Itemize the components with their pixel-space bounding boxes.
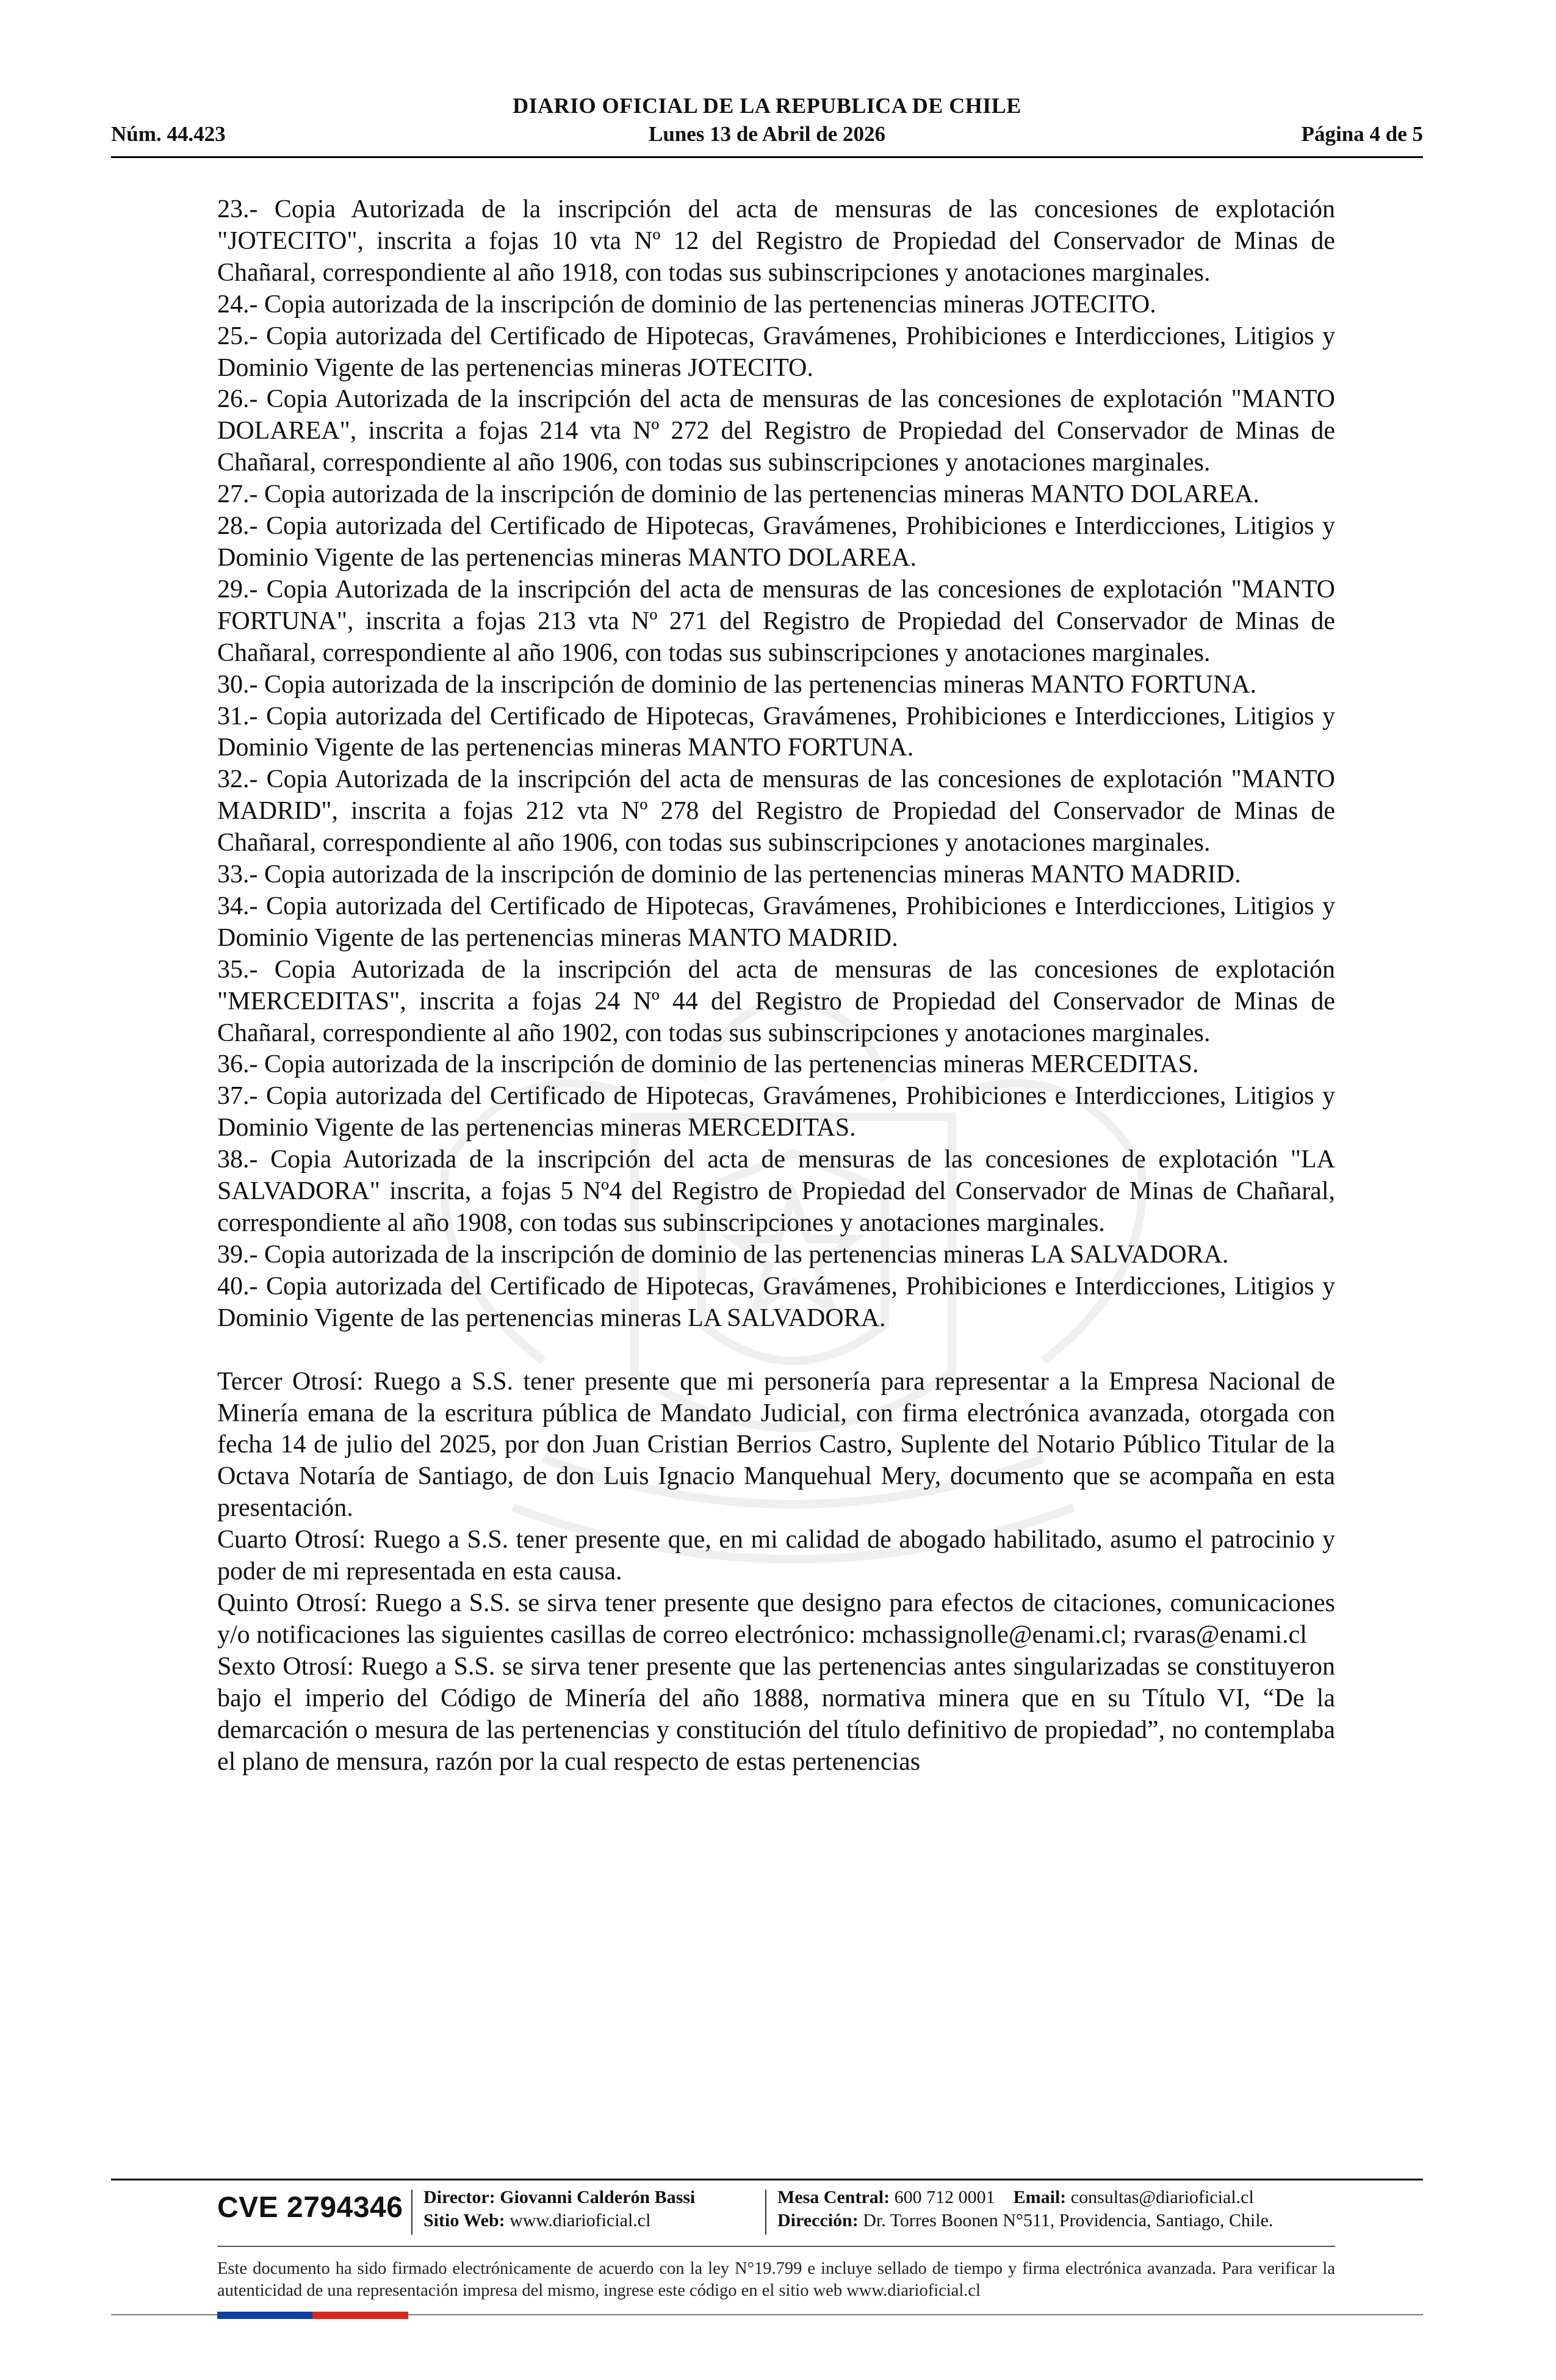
footer-separator — [411, 2190, 412, 2235]
body-paragraph: 31.- Copia autorizada del Certificado de Hipotecas, Gravámenes, Prohibiciones e Interdicciones, Litigios y Dominio Vigente de las pertenencias mineras MANTO FORTUNA. — [217, 702, 1335, 762]
body-paragraph: 28.- Copia autorizada del Certificado de Hipotecas, Gravámenes, Prohibiciones e Interdicciones, Litigios y Dominio Vigente de las pertenencias mineras MANTO DOLAREA. — [217, 512, 1335, 572]
footer-director-block — [423, 2186, 695, 2232]
body-paragraph: 27.- Copia autorizada de la inscripción de dominio de las pertenencias mineras MANTO DOLAREA. — [217, 480, 1259, 509]
paragraph-spacer — [217, 1335, 1335, 1366]
body-paragraph: Tercer Otrosí: Ruego a S.S. tener presente que mi personería para representar a la Empresa Nacional de Minería emana de la escritura pública de Mandato Judicial, con firma electrónica avanzada, otorgada con fecha 14 de julio del 2025, por don Juan Cristian Berrios Castro, Suplente del Notario Público Titular de la Octava Notaría de Santiago, de don Luis Ignacio Manquehual Mery, documento que se acompaña en esta presentación. — [217, 1367, 1335, 1523]
director-name: Giovanni Calderón Bassi — [500, 2187, 696, 2207]
body-paragraph: 25.- Copia autorizada del Certificado de Hipotecas, Gravámenes, Prohibiciones e Interdicciones, Litigios y Dominio Vigente de las pertenencias mineras JOTECITO. — [217, 322, 1335, 382]
masthead-title: DIARIO OFICIAL DE LA REPUBLICA DE CHILE — [513, 93, 1021, 118]
body-paragraph: 26.- Copia Autorizada de la inscripción del acta de mensuras de las concesiones de explotación "MANTO DOLAREA", inscrita a fojas 214 vta Nº 272 del Registro de Propiedad del Conservador de Minas de Chañaral, correspondiente al año 1906, con todas sus subinscripciones y anotaciones marginales. — [217, 385, 1335, 477]
flag-blue-stripe — [217, 2312, 312, 2319]
body-paragraph: 35.- Copia Autorizada de la inscripción del acta de mensuras de las concesiones de explotación "MERCEDITAS", inscrita a fojas 24 Nº 44 del Registro de Propiedad del Conservador de Minas de Chañaral, correspondiente al año 1902, con todas sus subinscripciones y anotaciones marginales. — [217, 955, 1335, 1047]
body-paragraph: 34.- Copia autorizada del Certificado de Hipotecas, Gravámenes, Prohibiciones e Interdicciones, Litigios y Dominio Vigente de las pertenencias mineras MANTO MADRID. — [217, 892, 1335, 952]
mesa-central-phone: 600 712 0001 — [894, 2187, 995, 2207]
page-indicator: Página 4 de 5 — [1301, 122, 1423, 146]
body-paragraph: 29.- Copia Autorizada de la inscripción del acta de mensuras de las concesiones de explotación "MANTO FORTUNA", inscrita a fojas 213 vta Nº 271 del Registro de Propiedad del Conservador de Minas de Chañaral, correspondiente al año 1906, con todas sus subinscripciones y anotaciones marginales. — [217, 575, 1335, 667]
body-paragraph: 30.- Copia autorizada de la inscripción de dominio de las pertenencias mineras MANTO FORTUNA. — [217, 670, 1257, 699]
body-paragraph: 39.- Copia autorizada de la inscripción de dominio de las pertenencias mineras LA SALVADORA. — [217, 1240, 1229, 1269]
footer-divider-top — [111, 2179, 1423, 2180]
body-paragraph: 23.- Copia Autorizada de la inscripción del acta de mensuras de las concesiones de explotación "JOTECITO", inscrita a fojas 10 vta Nº 12 del Registro de Propiedad del Conservador de Minas de Chañaral, correspondiente al año 1918, con todas sus subinscripciones y anotaciones marginales. — [217, 195, 1335, 287]
email-link[interactable]: consultas@diarioficial.cl — [1070, 2187, 1254, 2207]
footer-divider-bottom — [217, 2246, 1335, 2247]
body-paragraph: 40.- Copia autorizada del Certificado de Hipotecas, Gravámenes, Prohibiciones e Interdicciones, Litigios y Dominio Vigente de las pertenencias mineras LA SALVADORA. — [217, 1272, 1335, 1332]
issue-date: Lunes 13 de Abril de 2026 — [649, 122, 885, 146]
body-paragraph: 36.- Copia autorizada de la inscripción de dominio de las pertenencias mineras MERCEDITAS. — [217, 1050, 1199, 1079]
mesa-central-label: Mesa Central: — [777, 2187, 890, 2207]
legal-notice: Este documento ha sido firmado electrónicamente de acuerdo con la ley N°19.799 e incluye sellado de tiempo y firma electrónica avanzada. Para verificar la autenticidad de una representación impresa del mismo, ingrese este código en el sitio web www.diarioficial.cl — [217, 2259, 1335, 2300]
body-paragraph: 37.- Copia autorizada del Certificado de Hipotecas, Gravámenes, Prohibiciones e Interdicciones, Litigios y Dominio Vigente de las pertenencias mineras MERCEDITAS. — [217, 1082, 1335, 1142]
website-link[interactable]: www.diarioficial.cl — [510, 2210, 651, 2230]
footer-separator — [765, 2190, 766, 2235]
body-paragraph: Cuarto Otrosí: Ruego a S.S. tener presente que, en mi calidad de abogado habilitado, asumo el patrocinio y poder de mi representada en esta causa. — [217, 1526, 1335, 1586]
footer-contact-block — [777, 2186, 1273, 2232]
body-paragraph: 24.- Copia autorizada de la inscripción de dominio de las pertenencias mineras JOTECITO. — [217, 290, 1156, 319]
document-body — [217, 194, 1335, 1778]
body-paragraph: 32.- Copia Autorizada de la inscripción del acta de mensuras de las concesiones de explotación "MANTO MADRID", inscrita a fojas 212 vta Nº 278 del Registro de Propiedad del Conservador de Minas de Chañaral, correspondiente al año 1906, con todas sus subinscripciones y anotaciones marginales. — [217, 765, 1335, 857]
flag-red-stripe — [312, 2312, 408, 2319]
page-header — [111, 93, 1423, 154]
page-footer — [217, 2186, 1335, 2247]
website-label: Sitio Web: — [423, 2210, 505, 2230]
address-label: Dirección: — [777, 2210, 859, 2230]
director-label: Director: — [423, 2187, 495, 2207]
email-label: Email: — [1013, 2187, 1067, 2207]
body-paragraph: Sexto Otrosí: Ruego a S.S. se sirva tener presente que las pertenencias antes singularizadas se constituyeron bajo el imperio del Código de Minería del año 1888, normativa minera que en su Título VI, “De la demarcación o mesura de las pertenencias y constitución del título definitivo de propiedad”, no contemplaba el plano de mensura, razón por la cual respecto de estas pertenencias — [217, 1652, 1335, 1776]
body-paragraph: 38.- Copia Autorizada de la inscripción del acta de mensuras de las concesiones de explotación "LA SALVADORA" inscrita, a fojas 5 Nº4 del Registro de Propiedad del Conservador de Minas de Chañaral, correspondiente al año 1908, con todas sus subinscripciones y anotaciones marginales. — [217, 1145, 1335, 1237]
header-divider — [111, 156, 1423, 158]
body-paragraph: 33.- Copia autorizada de la inscripción de dominio de las pertenencias mineras MANTO MADRID. — [217, 860, 1241, 889]
issue-number: Núm. 44.423 — [111, 122, 226, 146]
cve-code: CVE 2794346 — [217, 2191, 403, 2224]
address-value: Dr. Torres Boonen N°511, Providencia, Santiago, Chile. — [863, 2210, 1273, 2230]
chile-flag-stripe — [217, 2312, 408, 2319]
body-paragraph: Quinto Otrosí: Ruego a S.S. se sirva tener presente que designo para efectos de citaciones, comunicaciones y/o notificaciones las siguientes casillas de correo electrónico: mchassignolle@enami.cl; rvaras@enami.cl — [217, 1588, 1335, 1649]
